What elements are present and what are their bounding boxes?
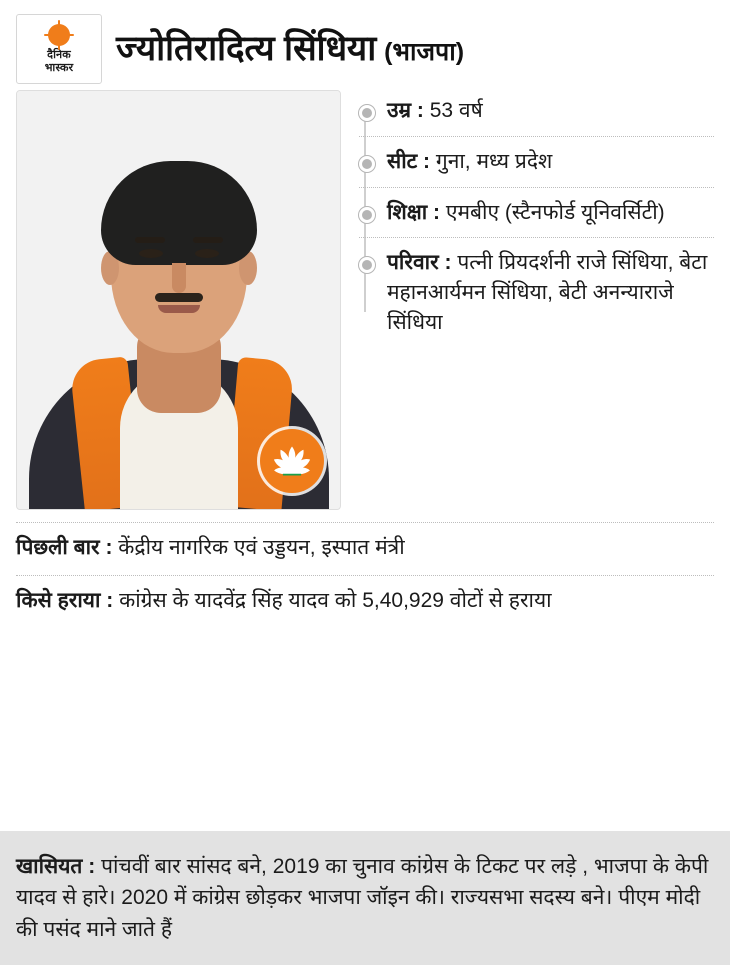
bjp-lotus-icon (260, 429, 324, 493)
row-label: किसे हराया : (16, 589, 114, 613)
candidate-name-block (116, 30, 464, 69)
logo-text-line1: दैनिक (47, 48, 71, 61)
card-body (0, 90, 730, 510)
footer-value: पांचवीं बार सांसद बने, 2019 का चुनाव कांग्रेस के टिकट पर लड़े , भाजपा के केपी यादव से हारे। 2020 में कांग्रेस छोड़कर भाजपा जॉइन की। राज्यसभा सदस्य बने। पीएम मोदी की पसंद माने जाते हैं (16, 854, 709, 941)
dainik-bhaskar-logo (16, 14, 102, 84)
row-defeated (16, 575, 714, 628)
fact-value: एमबीए (स्टैनफोर्ड यूनिवर्सिटी) (440, 200, 665, 224)
fact-value: गुना, मध्य प्रदेश (430, 149, 553, 173)
fact-education (359, 198, 714, 239)
row-label: पिछली बार : (16, 536, 113, 559)
sun-icon (48, 24, 70, 46)
bullet-dot-icon (359, 207, 375, 223)
footer-label: खासियत : (16, 854, 96, 878)
fact-age (359, 96, 714, 137)
fact-label: उम्र : (387, 99, 424, 122)
party-label: (भाजपा) (384, 37, 465, 66)
candidate-photo (16, 90, 341, 510)
photo-column (16, 90, 341, 510)
fact-label: सीट : (387, 149, 431, 173)
fact-family (359, 248, 714, 347)
row-value: कांग्रेस के यादवेंद्र सिंह यादव को 5,40,929 वोटों से हराया (113, 589, 552, 613)
fact-seat (359, 147, 714, 188)
detail-rows (0, 510, 730, 629)
fact-label: परिवार : (387, 251, 452, 275)
bullet-dot-icon (359, 156, 375, 172)
highlight-footer (0, 831, 730, 965)
fact-value: 53 वर्ष (423, 99, 483, 122)
page-title: ज्योतिरादित्य सिंधिया (116, 28, 377, 68)
logo-text-line2: भास्कर (44, 61, 74, 74)
fact-value: पत्नी प्रियदर्शनी राजे सिंधिया, बेटा महानआर्यमन सिंधिया, बेटी अनन्याराजे सिंधिया (387, 251, 708, 335)
fact-label: शिक्षा : (387, 200, 441, 224)
row-value: केंद्रीय नागरिक एवं उड्डयन, इस्पात मंत्री (112, 536, 405, 559)
bullet-dot-icon (359, 257, 375, 273)
bullet-dot-icon (359, 105, 375, 121)
row-previous-term (16, 522, 714, 575)
card-header (0, 0, 730, 90)
facts-list (357, 90, 714, 348)
